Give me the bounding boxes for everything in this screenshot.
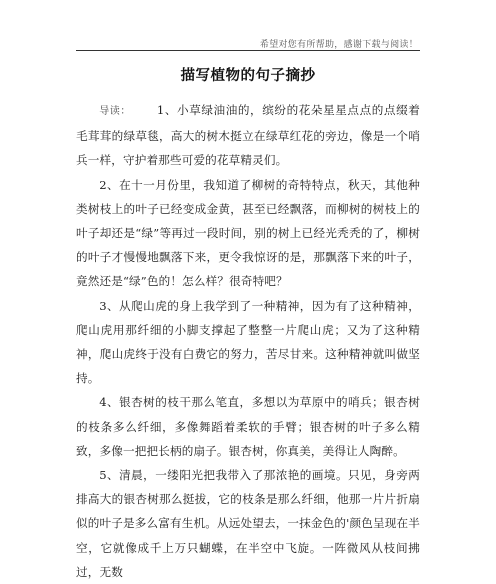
paragraph-2: 2、在十一月份里，我知道了柳树的奇特特点，秋天，其他种类树枝上的叶子已经变成金黄，甚至已经飘落，而柳树的树枝上的叶子却还是“绿”等再过一段时间，别的树上已经光秃秃的了，柳树的叶子才慢慢地飘落下来，更令我惊讶的是，那飘落下来的叶子，竟然还是“绿”色的！怎么样？很奇特吧？: [76, 177, 420, 289]
paragraph-1-text: 1、小草绿油油的，缤纷的花朵星星点点的点缀着毛茸茸的绿草毯，高大的树木挺立在绿草红花的旁边，像是一个哨兵一样，守护着那些可爱的花草精灵们。: [76, 103, 420, 168]
paragraph-4: 4、银杏树的枝干那么笔直，多想以为草原中的哨兵；银杏树的枝条多么纤细，多像舞蹈着柔软的手臂；银杏树的叶子多么精致，多像一把把长柄的扇子。银杏树，你真美，美得让人陶醉。: [76, 395, 420, 458]
header-divider: [76, 50, 420, 51]
document-body: [76, 98, 420, 584]
header-note: 希望对您有所帮助，感谢下载与阅读！: [259, 40, 418, 50]
paragraph-1: [76, 98, 420, 173]
document-title: 描写植物的句子摘抄: [180, 68, 316, 84]
paragraph-5: 5、清晨，一缕阳光把我带入了那浓艳的画境。只见，身旁两排高大的银杏树那么挺拔，它的枝条是那么纤细，他那一片片折扇似的叶子是多么富有生机。从远处望去，一抹金色的'颜色呈现在半空，它就像成千上万只蝴蝶，在半空中飞旋。一阵微风从枝间拂过，无数: [76, 468, 420, 579]
intro-label: 导读：: [99, 106, 131, 117]
paragraph-3: 3、从爬山虎的身上我学到了一种精神，因为有了这种精神，爬山虎用那纤细的小脚支撑起了整整一片爬山虎；又为了这种精神，爬山虎终于没有白费它的努力，苦尽甘来。这种精神就叫做坚持。: [76, 298, 420, 386]
